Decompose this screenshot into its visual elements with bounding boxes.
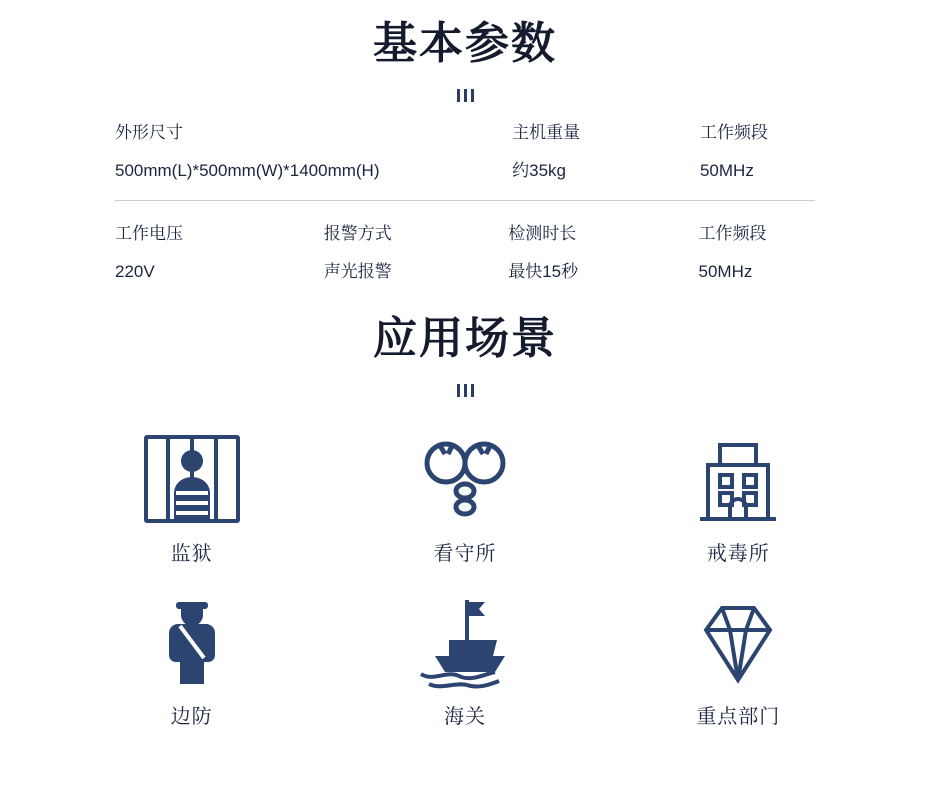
spec-label: 主机重量 [512, 123, 581, 142]
spec-value: 500mm(L)*500mm(W)*1400mm(H) [115, 161, 380, 180]
specs-title-separator [0, 82, 930, 96]
diamond-icon [602, 588, 875, 696]
scenario-label: 看守所 [433, 543, 497, 565]
spec-label: 工作频段 [698, 224, 767, 243]
scenario-item [602, 425, 875, 566]
spec-cell [700, 118, 815, 186]
spec-value: 50MHz [698, 262, 753, 281]
scenarios-title: 应用场景 [373, 314, 557, 363]
spec-value: 220V [115, 262, 155, 281]
separator-bar [464, 384, 467, 397]
separator-bar [471, 89, 474, 102]
scenario-label: 监狱 [170, 543, 213, 565]
scenario-grid [55, 425, 875, 751]
scenarios-section [0, 287, 930, 751]
specs-title: 基本参数 [373, 19, 557, 68]
spec-value: 最快15秒 [508, 262, 579, 281]
separator-bar [471, 384, 474, 397]
scenario-item [55, 588, 328, 729]
scenario-item [55, 425, 328, 566]
spec-cell [699, 219, 816, 287]
spec-label: 工作电压 [115, 224, 183, 243]
border-guard-icon [55, 588, 328, 696]
scenario-item [328, 588, 601, 729]
spec-label: 报警方式 [323, 224, 392, 243]
separator-bars [455, 384, 476, 397]
scenario-item [602, 588, 875, 729]
spec-row [115, 118, 815, 201]
scenario-label: 重点部门 [696, 706, 781, 728]
handcuffs-icon [328, 425, 601, 533]
spec-row [115, 201, 815, 287]
spec-cell [508, 219, 698, 287]
specs-section [0, 0, 930, 287]
separator-bar [457, 89, 460, 102]
separator-bar [464, 89, 467, 102]
ship-icon [328, 588, 601, 696]
scenario-label: 海关 [443, 706, 486, 728]
spec-cell [512, 118, 700, 186]
spec-table [115, 118, 815, 287]
spec-cell [115, 118, 380, 186]
spec-value: 声光报警 [323, 262, 392, 281]
spec-cell-empty [330, 118, 512, 186]
spec-label: 外形尺寸 [115, 123, 183, 142]
spec-value: 50MHz [699, 161, 754, 180]
building-icon [602, 425, 875, 533]
separator-bars [455, 89, 476, 102]
scenario-label: 戒毒所 [706, 543, 770, 565]
spec-label: 工作频段 [699, 123, 768, 142]
scenario-label: 边防 [170, 706, 213, 728]
separator-bar [457, 384, 460, 397]
spec-cell [115, 219, 324, 287]
spec-cell [324, 219, 508, 287]
scenario-item [328, 425, 601, 566]
spec-label: 检测时长 [508, 224, 577, 243]
prison-cell-icon [55, 425, 328, 533]
scenarios-title-separator [0, 377, 930, 391]
spec-value: 约35kg [512, 161, 566, 180]
